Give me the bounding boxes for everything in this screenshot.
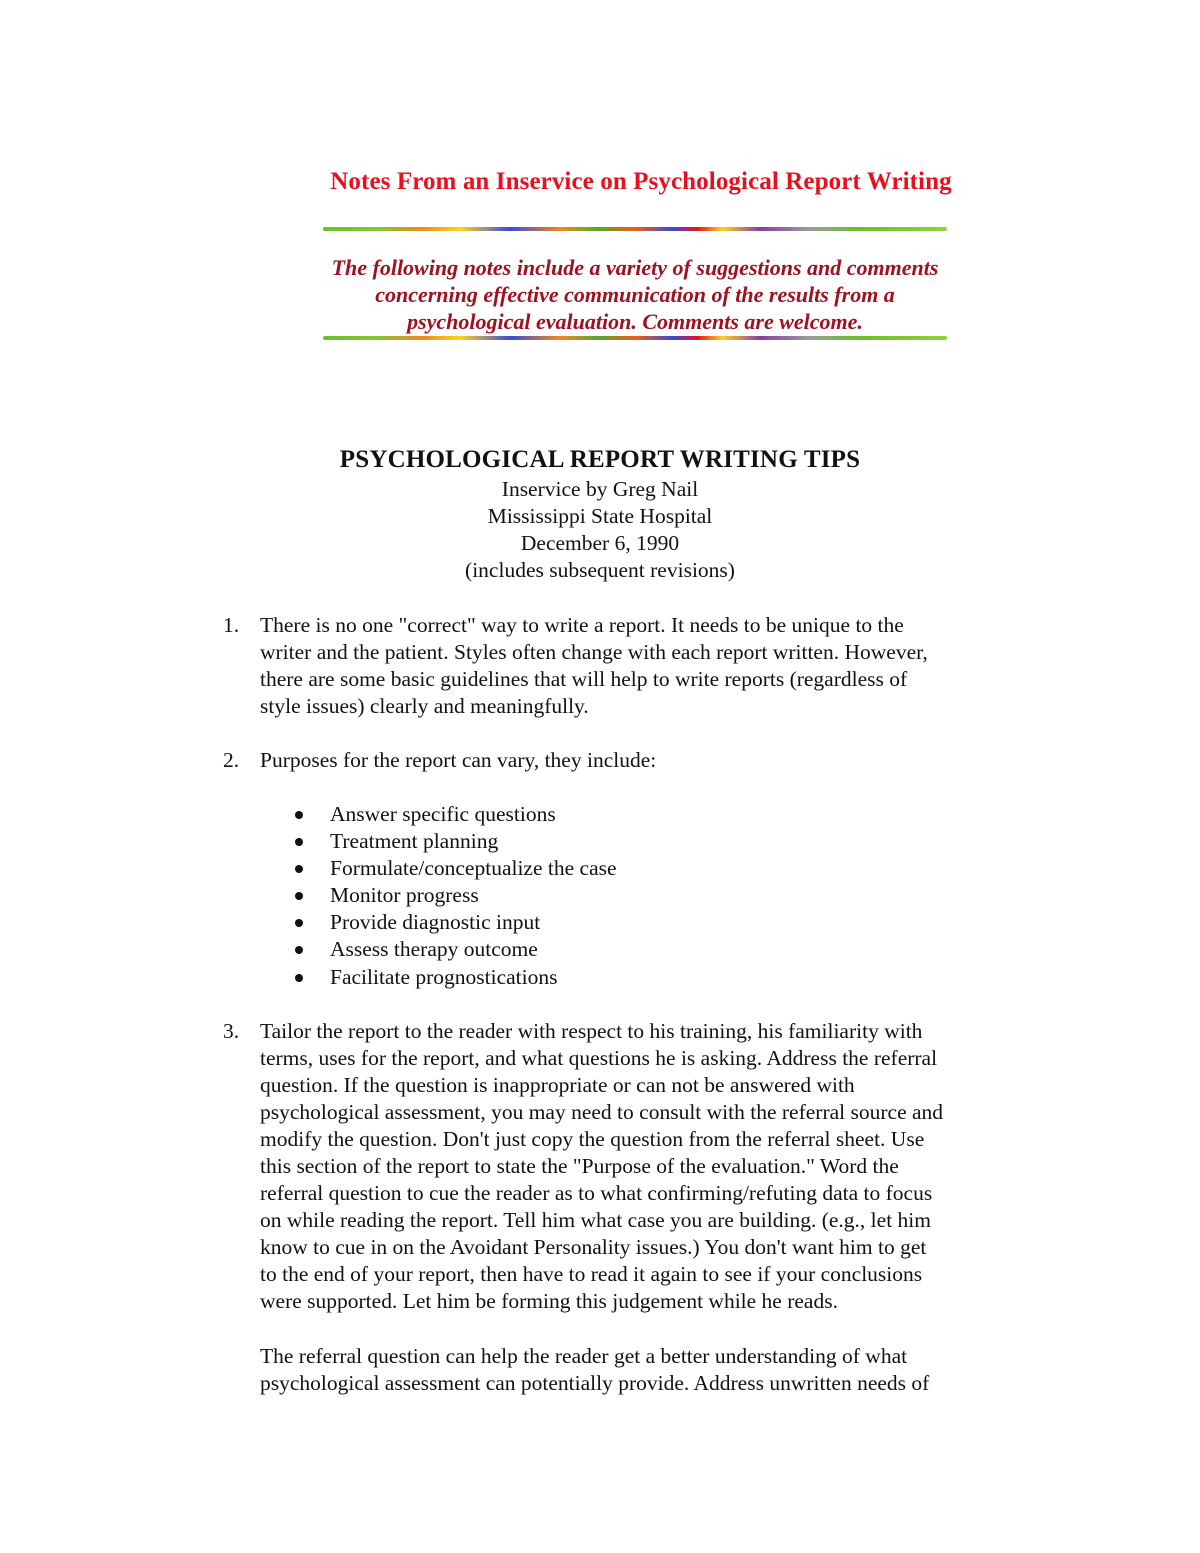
purpose-label: Formulate/conceptualize the case [330,856,617,881]
item-line: referral question to cue the reader as to what confirming/refuting data to focus [260,1181,933,1205]
byline-author: Inservice by Greg Nail [501,477,699,501]
item-line: this section of the report to state the "Purpose of the evaluation." Word the [260,1154,899,1178]
intro-line: concerning effective communication of the results from a [375,282,895,307]
document-heading: PSYCHOLOGICAL REPORT WRITING TIPS [339,446,861,473]
purpose-label: Provide diagnostic input [330,910,541,935]
purpose-label: Monitor progress [330,883,479,908]
bullet-icon [295,892,303,900]
item-text [260,612,928,720]
decorative-rule-top [323,227,947,231]
document-byline [0,476,1200,584]
bullet-icon [295,974,303,982]
item-number: 2. [223,748,240,772]
item-line: were supported. Let him be forming this judgement while he reads. [260,1289,838,1313]
paragraph-line: The referral question can help the reader get a better understanding of what [260,1344,908,1368]
bullet-icon [295,838,303,846]
byline-revisions: (includes subsequent revisions) [465,558,735,582]
decorative-rule-bottom [323,336,947,340]
paragraph-line: psychological assessment can potentially provide. Address unwritten needs of [260,1371,930,1395]
item-text [260,747,656,774]
bullet-icon [295,865,303,873]
intro-line: psychological evaluation. Comments are welcome. [407,309,863,334]
byline-institution: Mississippi State Hospital [487,504,713,528]
bullet-icon [295,919,303,927]
item-line: to the end of your report, then have to read it again to see if your conclusions [260,1262,923,1286]
item-line: there are some basic guidelines that will help to write reports (regardless of [260,667,908,691]
item-line: Tailor the report to the reader with respect to his training, his familiarity with [260,1019,923,1043]
item-line: terms, uses for the report, and what questions he is asking. Address the referral [260,1046,938,1070]
purpose-label: Facilitate prognostications [330,964,558,989]
item-line: on while reading the report. Tell him what case you are building. (e.g., let him [260,1208,931,1232]
item-line: know to cue in on the Avoidant Personality issues.) You don't want him to get [260,1235,927,1259]
item-line: psychological assessment, you may need to consult with the referral source and [260,1100,944,1124]
item-line: question. If the question is inappropriate or can not be answered with [260,1073,855,1097]
bullet-icon [295,946,303,954]
purpose-label: Answer specific questions [330,802,556,826]
referral-paragraph [260,1343,929,1397]
item-number: 3. [223,1019,240,1043]
purpose-label: Assess therapy outcome [330,937,538,962]
item-text [260,1018,943,1315]
item-line: modify the question. Don't just copy the question from the referral sheet. Use [260,1127,925,1151]
byline-date: December 6, 1990 [520,531,680,555]
item-line: style issues) clearly and meaningfully. [260,694,589,718]
page-title: Notes From an Inservice on Psychological Report Writing [330,168,952,195]
item-number: 1. [223,613,240,637]
intro-note [280,254,990,335]
bullet-icon [295,811,303,819]
item-line: There is no one "correct" way to write a report. It needs to be unique to the [260,613,904,637]
intro-line: The following notes include a variety of suggestions and comments [331,255,939,280]
item-line: writer and the patient. Styles often change with each report written. However, [260,640,928,664]
purpose-label: Treatment planning [330,829,499,854]
item-line: Purposes for the report can vary, they include: [260,748,657,772]
